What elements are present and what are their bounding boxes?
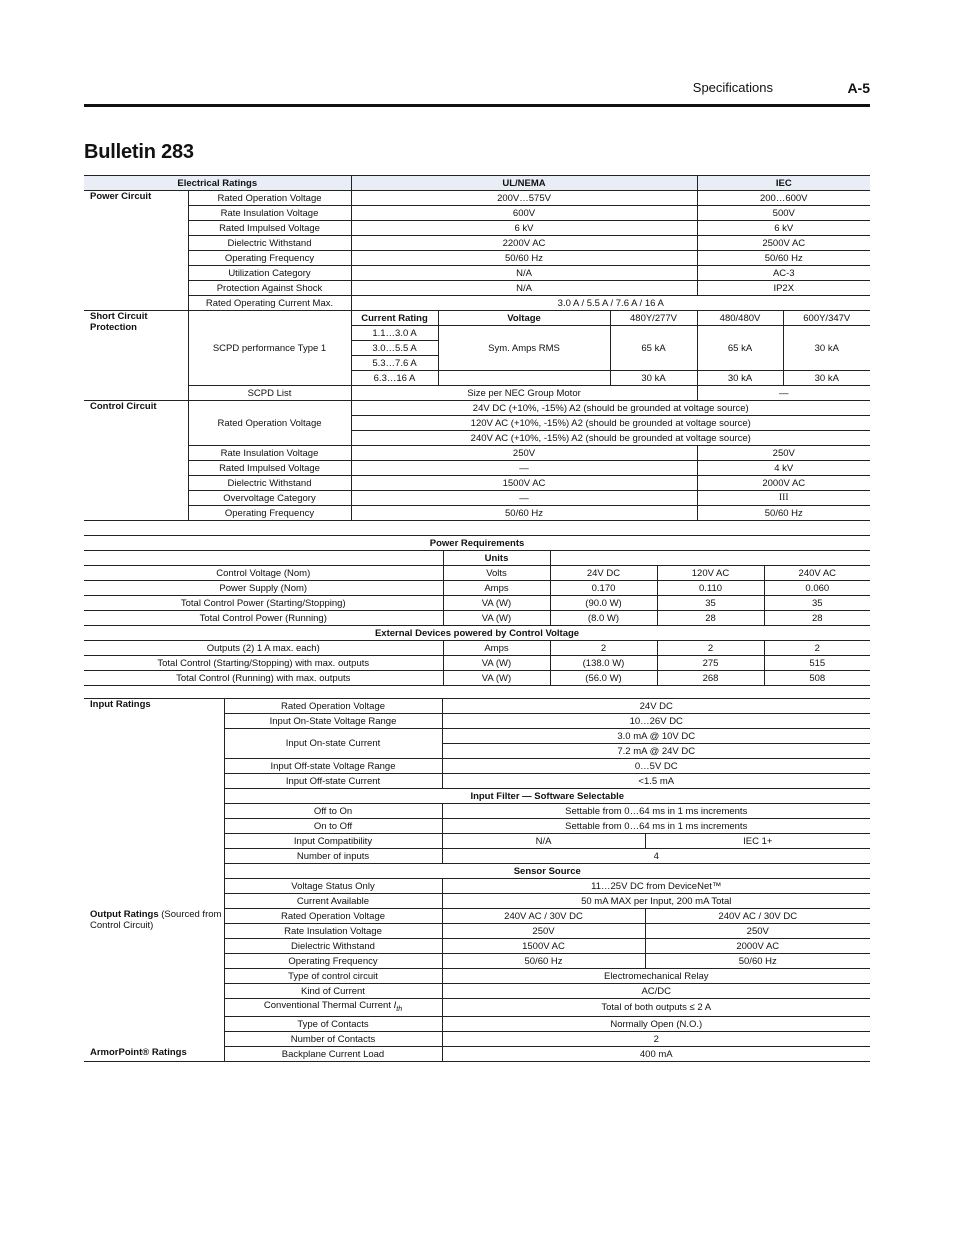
table-header-row: [84, 176, 870, 191]
value-24v: (90.0 W): [550, 596, 657, 611]
row-label: Rated Impulsed Voltage: [188, 461, 351, 476]
category-output-ratings: [84, 909, 224, 1047]
row-label: Rated Operation Voltage: [224, 699, 442, 714]
value-240v: 508: [764, 671, 870, 686]
sc-value: 65 kA: [610, 326, 697, 371]
value-24v: (138.0 W): [550, 656, 657, 671]
iec-value: 500V: [697, 206, 870, 221]
units: VA (W): [443, 656, 550, 671]
row-label: Type of control circuit: [224, 969, 442, 984]
iec-value: 6 kV: [697, 221, 870, 236]
row-value: AC/DC: [442, 984, 870, 999]
ul-value: 600V: [351, 206, 697, 221]
row-label: Rated Operating Current Max.: [188, 296, 351, 311]
row-label: Input On-state Current: [224, 729, 442, 759]
row-label: Dielectric Withstand: [224, 939, 442, 954]
row-label: Type of Contacts: [224, 1017, 442, 1032]
table-row: [84, 386, 870, 401]
units: Amps: [443, 641, 550, 656]
iec-value: 2500V AC: [697, 236, 870, 251]
row-label: Rated Operation Voltage: [188, 191, 351, 206]
table-row: [84, 446, 870, 461]
row-value: 250V: [645, 924, 870, 939]
row-value: 24V DC: [442, 699, 870, 714]
value-24v: 24V DC: [550, 566, 657, 581]
iec-value: IP2X: [697, 281, 870, 296]
power-requirements-table: [84, 535, 870, 686]
table-row: [84, 611, 870, 626]
row-label: Operating Frequency: [188, 251, 351, 266]
table-row: [84, 266, 870, 281]
iec-value: 50/60 Hz: [697, 251, 870, 266]
voltage-480y: 480Y/277V: [610, 311, 697, 326]
row-value: IEC 1+: [645, 834, 870, 849]
value-24v: 0.170: [550, 581, 657, 596]
row-value: 250V: [442, 924, 645, 939]
value-240v: 35: [764, 596, 870, 611]
value-240v: 515: [764, 656, 870, 671]
units: Amps: [443, 581, 550, 596]
output-ratings-note: (Sourced from Control Circuit): [90, 908, 222, 931]
ul-value: —: [351, 461, 697, 476]
ul-value: 1500V AC: [351, 476, 697, 491]
value-24v: (8.0 W): [550, 611, 657, 626]
header-voltage: Voltage: [438, 311, 610, 326]
thermal-current-symbol: I: [393, 1000, 397, 1012]
output-ratings-title: Output Ratings: [90, 908, 159, 920]
header-electrical-ratings: Electrical Ratings: [84, 176, 351, 191]
voltage-option: 120V AC (+10%, -15%) A2 (should be grounded at voltage source): [351, 416, 870, 431]
units: Volts: [443, 566, 550, 581]
thermal-current-label: Conventional Thermal Current: [263, 1000, 394, 1012]
thermal-current-subscript: th: [396, 1005, 403, 1013]
table-row: [84, 236, 870, 251]
value-24v: 2: [550, 641, 657, 656]
row-label: Power Supply (Nom): [84, 581, 443, 596]
value-120v: 275: [657, 656, 764, 671]
row-label: Rated Operation Voltage: [224, 909, 442, 924]
row-label: Dielectric Withstand: [188, 236, 351, 251]
table-row: [84, 641, 870, 656]
units: VA (W): [443, 596, 550, 611]
voltage-option: 240V AC (+10%, -15%) A2 (should be grounded at voltage source): [351, 431, 870, 446]
row-value: 1500V AC: [442, 939, 645, 954]
sc-value: 30 kA: [610, 371, 697, 386]
row-value: 3.0 mA @ 10V DC: [442, 729, 870, 744]
row-value: 4: [442, 849, 870, 864]
value-24v: (56.0 W): [550, 671, 657, 686]
table-row: [84, 536, 870, 551]
sym-amps-label: Sym. Amps RMS: [438, 326, 610, 371]
ul-value: 250V: [351, 446, 697, 461]
ul-value: N/A: [351, 266, 697, 281]
table-row: [84, 1047, 870, 1062]
page-header: [84, 80, 870, 107]
category-armorpoint-ratings: ArmorPoint® Ratings: [84, 1047, 224, 1062]
voltage-480: 480/480V: [697, 311, 783, 326]
blank-cell: [84, 551, 443, 566]
voltage-600y: 600Y/347V: [783, 311, 870, 326]
sc-value: [438, 371, 610, 386]
value-240v: 0.060: [764, 581, 870, 596]
row-label: Operating Frequency: [224, 954, 442, 969]
scpd-performance-label: SCPD performance Type 1: [188, 311, 351, 386]
value-120v: 35: [657, 596, 764, 611]
iec-value: 50/60 Hz: [697, 506, 870, 521]
ul-value: 6 kV: [351, 221, 697, 236]
row-value: Normally Open (N.O.): [442, 1017, 870, 1032]
sc-value: 30 kA: [783, 326, 870, 371]
ul-value: 50/60 Hz: [351, 251, 697, 266]
value-240v: 240V AC: [764, 566, 870, 581]
section-name: Specifications: [692, 80, 773, 95]
row-value: Settable from 0…64 ms in 1 ms increments: [442, 804, 870, 819]
row-value: 2: [442, 1032, 870, 1047]
row-label: Operating Frequency: [188, 506, 351, 521]
row-label: Rate Insulation Voltage: [188, 206, 351, 221]
row-label: Rate Insulation Voltage: [188, 446, 351, 461]
row-label: Input Compatibility: [224, 834, 442, 849]
table-row: [84, 626, 870, 641]
row-value: 50 mA MAX per Input, 200 mA Total: [442, 894, 870, 909]
ul-value: 2200V AC: [351, 236, 697, 251]
table-row: [84, 491, 870, 506]
row-label: Total Control Power (Running): [84, 611, 443, 626]
table-row: [84, 596, 870, 611]
row-label: Rated Operation Voltage: [188, 401, 351, 446]
table-row: [84, 671, 870, 686]
row-value: Settable from 0…64 ms in 1 ms increments: [442, 819, 870, 834]
value-120v: 0.110: [657, 581, 764, 596]
power-requirements-title: Power Requirements: [84, 536, 870, 551]
row-label: [224, 999, 442, 1017]
row-value: 50/60 Hz: [442, 954, 645, 969]
row-label: Off to On: [224, 804, 442, 819]
table-row: [84, 506, 870, 521]
iec-value: 250V: [697, 446, 870, 461]
header-units: Units: [443, 551, 550, 566]
sc-value: 65 kA: [697, 326, 783, 371]
row-label: Rate Insulation Voltage: [224, 924, 442, 939]
iec-value: 2000V AC: [697, 476, 870, 491]
table-row: [84, 461, 870, 476]
scpd-list-label: SCPD List: [188, 386, 351, 401]
iec-value: III: [697, 491, 870, 506]
row-value: <1.5 mA: [442, 774, 870, 789]
row-value: Electromechanical Relay: [442, 969, 870, 984]
row-label: Outputs (2) 1 A max. each): [84, 641, 443, 656]
table-row: [84, 566, 870, 581]
ul-value: N/A: [351, 281, 697, 296]
units: VA (W): [443, 611, 550, 626]
scpd-list-ul: Size per NEC Group Motor: [351, 386, 697, 401]
row-label: Input Off-state Current: [224, 774, 442, 789]
row-value: 10…26V DC: [442, 714, 870, 729]
input-filter-title: Input Filter — Software Selectable: [224, 789, 870, 804]
row-label: On to Off: [224, 819, 442, 834]
row-label: Protection Against Shock: [188, 281, 351, 296]
category-power-circuit: Power Circuit: [84, 191, 188, 311]
table-row: [84, 206, 870, 221]
value-120v: 120V AC: [657, 566, 764, 581]
page-title: Bulletin 283: [84, 141, 194, 163]
table-row: [84, 656, 870, 671]
value-240v: 28: [764, 611, 870, 626]
current-range: 5.3…7.6 A: [351, 356, 438, 371]
page-number: A-5: [847, 80, 870, 96]
row-value: 7.2 mA @ 24V DC: [442, 744, 870, 759]
row-label: Utilization Category: [188, 266, 351, 281]
category-short-circuit: Short Circuit Protection: [84, 311, 188, 401]
current-range: 3.0…5.5 A: [351, 341, 438, 356]
rated-current-value: 3.0 A / 5.5 A / 7.6 A / 16 A: [351, 296, 870, 311]
value-240v: 2: [764, 641, 870, 656]
row-label: Rated Impulsed Voltage: [188, 221, 351, 236]
row-label: Current Available: [224, 894, 442, 909]
value-120v: 268: [657, 671, 764, 686]
row-label: Backplane Current Load: [224, 1047, 442, 1062]
row-label: Number of inputs: [224, 849, 442, 864]
table-row: [84, 191, 870, 206]
units: VA (W): [443, 671, 550, 686]
row-label: Control Voltage (Nom): [84, 566, 443, 581]
table-row: [84, 581, 870, 596]
table-row: [84, 699, 870, 714]
io-ratings-table: [84, 698, 870, 1062]
row-label: Total Control (Starting/Stopping) with max. outputs: [84, 656, 443, 671]
table-row: [84, 476, 870, 491]
table-row: [84, 251, 870, 266]
table-row: [84, 311, 870, 326]
row-value: N/A: [442, 834, 645, 849]
ul-value: —: [351, 491, 697, 506]
row-label: Total Control (Running) with max. outputs: [84, 671, 443, 686]
row-label: Input On-State Voltage Range: [224, 714, 442, 729]
value-120v: 28: [657, 611, 764, 626]
row-value: 240V AC / 30V DC: [442, 909, 645, 924]
row-value: 2000V AC: [645, 939, 870, 954]
row-value: 240V AC / 30V DC: [645, 909, 870, 924]
ul-value: 200V…575V: [351, 191, 697, 206]
table-row: [84, 909, 870, 924]
sc-value: 30 kA: [697, 371, 783, 386]
sc-value: 30 kA: [783, 371, 870, 386]
category-control-circuit: Control Circuit: [84, 401, 188, 521]
row-label: Total Control Power (Starting/Stopping): [84, 596, 443, 611]
row-label: Voltage Status Only: [224, 879, 442, 894]
voltage-option: 24V DC (+10%, -15%) A2 (should be grounded at voltage source): [351, 401, 870, 416]
ul-value: 50/60 Hz: [351, 506, 697, 521]
value-120v: 2: [657, 641, 764, 656]
iec-value: 200…600V: [697, 191, 870, 206]
row-label: Dielectric Withstand: [188, 476, 351, 491]
table-row: [84, 296, 870, 311]
electrical-ratings-table: [84, 175, 870, 521]
scpd-list-iec: —: [697, 386, 870, 401]
table-row: [84, 221, 870, 236]
row-value: 11…25V DC from DeviceNet™: [442, 879, 870, 894]
current-range: 6.3…16 A: [351, 371, 438, 386]
row-value: Total of both outputs ≤ 2 A: [442, 999, 870, 1017]
row-value: 400 mA: [442, 1047, 870, 1062]
sensor-source-title: Sensor Source: [224, 864, 870, 879]
table-row: [84, 401, 870, 416]
row-label: Input Off-state Voltage Range: [224, 759, 442, 774]
table-row: [84, 551, 870, 566]
row-label: Kind of Current: [224, 984, 442, 999]
category-input-ratings: Input Ratings: [84, 699, 224, 909]
row-value: 50/60 Hz: [645, 954, 870, 969]
row-value: 0…5V DC: [442, 759, 870, 774]
row-label: Number of Contacts: [224, 1032, 442, 1047]
header-ul-nema: UL/NEMA: [351, 176, 697, 191]
table-row: [84, 281, 870, 296]
row-label: Overvoltage Category: [188, 491, 351, 506]
current-range: 1.1…3.0 A: [351, 326, 438, 341]
iec-value: AC-3: [697, 266, 870, 281]
external-devices-title: External Devices powered by Control Voltage: [84, 626, 870, 641]
iec-value: 4 kV: [697, 461, 870, 476]
blank-cell: [550, 551, 870, 566]
header-current-rating: Current Rating: [351, 311, 438, 326]
header-iec: IEC: [697, 176, 870, 191]
